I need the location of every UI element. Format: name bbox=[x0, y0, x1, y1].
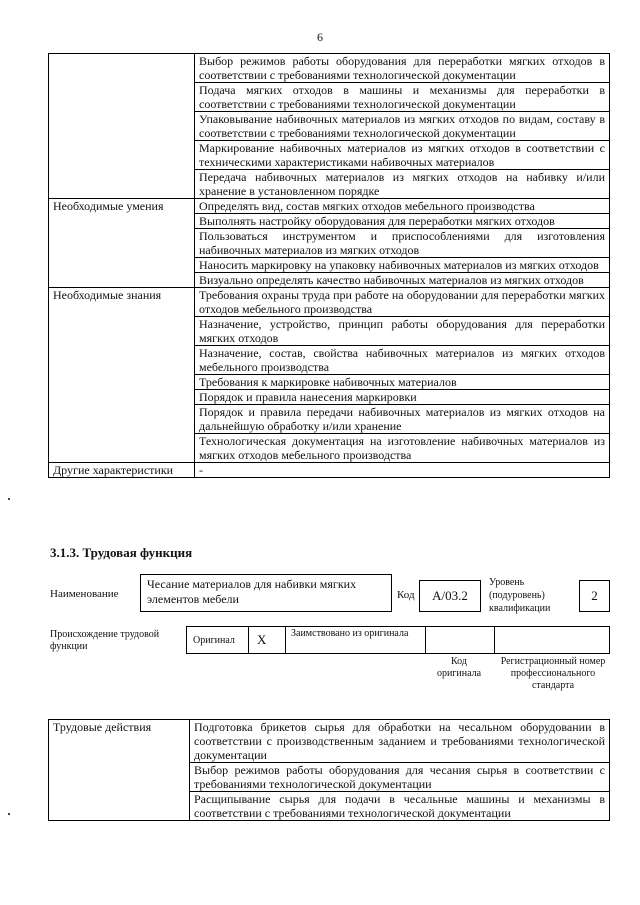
table-row bbox=[49, 720, 610, 763]
row-label bbox=[49, 54, 195, 199]
row-label: Необходимые умения bbox=[49, 199, 195, 288]
section-heading: 3.1.3. Трудовая функция bbox=[50, 545, 193, 560]
table-cell: Наносить маркировку на упаковку набивочных материалов из мягких отходов bbox=[195, 258, 610, 273]
table-cell: Пользоваться инструментом и приспособлениями для изготовления набивочных материалов из мягких отходов bbox=[195, 229, 610, 258]
table-cell: Технологическая документация на изготовление набивочных материалов из мягких отходов мебельного производства bbox=[195, 434, 610, 463]
table-cell: Передача набивочных материалов из мягких отходов на набивку и/или хранение в установленном порядке bbox=[195, 170, 610, 199]
borrowed-label: Заимствовано из оригинала bbox=[291, 628, 409, 639]
table-row bbox=[49, 54, 610, 83]
page-number: 6 bbox=[317, 30, 323, 44]
origin-divider-3 bbox=[425, 626, 426, 654]
table-row bbox=[49, 288, 610, 317]
table-cell: Расщипывание сырья для подачи в чесальные машины и механизмы в соответствии с требованиями технологической документации bbox=[190, 792, 610, 821]
table-row bbox=[49, 199, 610, 214]
table-cell: Подача мягких отходов в машины и механизмы для переработки в соответствии с требованиями технологической документации bbox=[195, 83, 610, 112]
code-original-caption: Код оригинала bbox=[436, 656, 482, 679]
table-cell: Визуально определять качество набивочных материалов из мягких отходов bbox=[195, 273, 610, 288]
table-cell: Маркирование набивочных материалов из мягких отходов в соответствии с техническими характеристиками набивочных материалов bbox=[195, 141, 610, 170]
table-cell: - bbox=[195, 463, 610, 478]
original-label: Оригинал bbox=[193, 635, 235, 646]
function-name-value: Чесание материалов для набивки мягких элементов мебели bbox=[140, 574, 392, 612]
code-value: А/03.2 bbox=[419, 580, 481, 612]
code-label: Код bbox=[397, 589, 415, 601]
table-cell: Упаковывание набивочных материалов из мягких отходов по видам, составу в соответствии с требованиями технологической документации bbox=[195, 112, 610, 141]
table-cell: Подготовка брикетов сырья для обработки на чесальном оборудовании в соответствии с производственным заданием и требованиями технологической документации bbox=[190, 720, 610, 763]
row-label: Другие характеристики bbox=[49, 463, 195, 478]
table-cell: Требования охраны труда при работе на оборудовании для переработки мягких отходов мебельного производства bbox=[195, 288, 610, 317]
reg-number-caption: Регистрационный номер профессионального стандарта bbox=[500, 656, 606, 691]
scan-dot bbox=[8, 813, 10, 815]
table-cell: Порядок и правила передачи набивочных материалов из мягких отходов на дальнейшую обработку и/или хранение bbox=[195, 405, 610, 434]
table-cell: Выбор режимов работы оборудования для чесания сырья в соответствии с требованиями технологической документации bbox=[190, 763, 610, 792]
row-label: Необходимые знания bbox=[49, 288, 195, 463]
table-cell: Назначение, состав, свойства набивочных материалов из мягких отходов мебельного производства bbox=[195, 346, 610, 375]
level-label: Уровень (подуровень) квалификации bbox=[489, 577, 551, 614]
original-mark: X bbox=[257, 632, 267, 647]
table-cell: Порядок и правила нанесения маркировки bbox=[195, 390, 610, 405]
table-cell: Назначение, устройство, принцип работы оборудования для переработки мягких отходов bbox=[195, 317, 610, 346]
labor-actions-table bbox=[48, 719, 610, 821]
table-row bbox=[49, 463, 610, 478]
table-cell: Выбор режимов работы оборудования для переработки мягких отходов в соответствии с требованиями технологической документации bbox=[195, 54, 610, 83]
row-label: Трудовые действия bbox=[49, 720, 190, 821]
origin-label: Происхождение трудовой функции bbox=[50, 629, 160, 652]
competency-table bbox=[48, 53, 610, 478]
origin-divider-1 bbox=[248, 626, 249, 654]
name-label: Наименование bbox=[50, 588, 119, 600]
origin-divider-4 bbox=[494, 626, 495, 654]
table-cell: Определять вид, состав мягких отходов мебельного производства bbox=[195, 199, 610, 214]
scan-dot bbox=[8, 498, 10, 500]
table-cell: Требования к маркировке набивочных материалов bbox=[195, 375, 610, 390]
origin-divider-2 bbox=[285, 626, 286, 654]
level-value: 2 bbox=[579, 580, 610, 612]
table-cell: Выполнять настройку оборудования для переработки мягких отходов bbox=[195, 214, 610, 229]
